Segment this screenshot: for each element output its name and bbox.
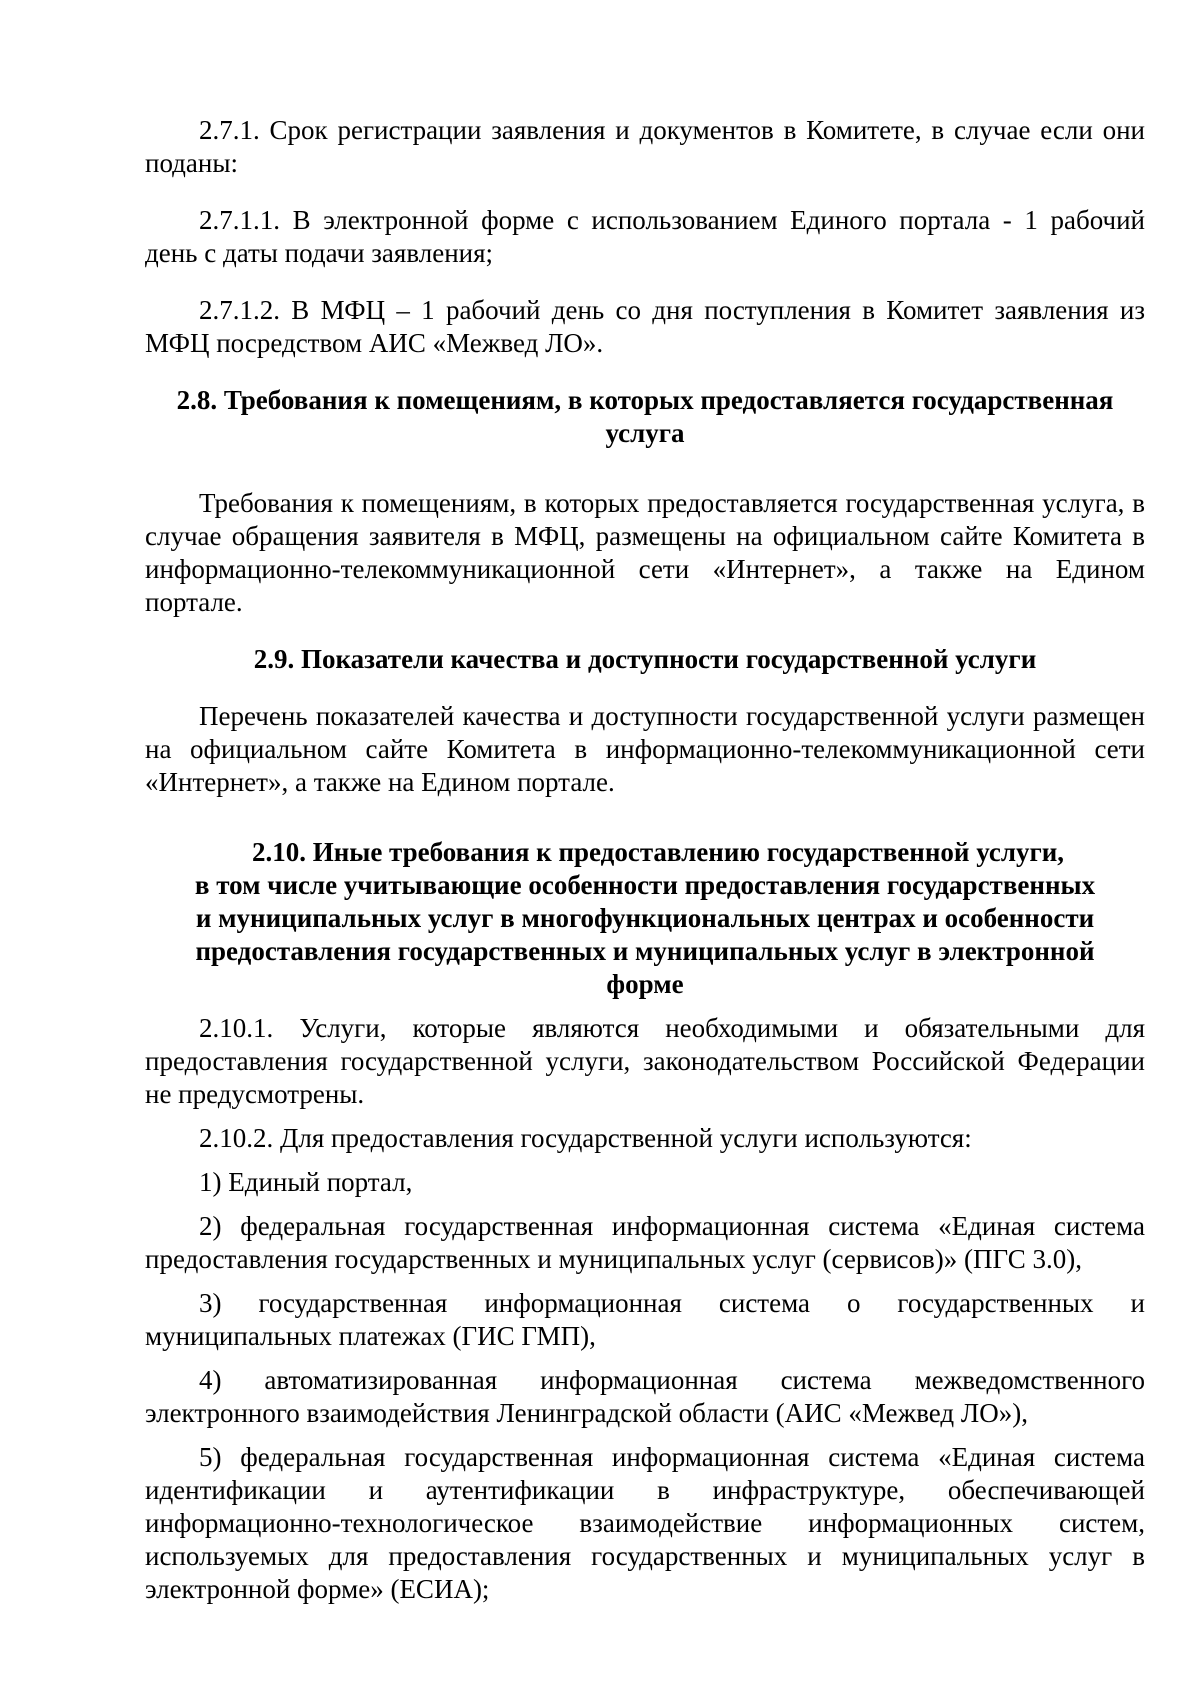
heading-line: в том числе учитывающие особенности предоставления государственных — [194, 870, 1096, 900]
list-item-3: 3) государственная информационная система о государственных и муниципальных платежах (ГИС ГМП), — [145, 1288, 1145, 1351]
heading-2-10 — [145, 836, 1145, 1001]
list-item-5: 5) федеральная государственная информационная система «Единая система идентификации и аутентификации в инфраструктуре, обеспечивающей информационно-технологическое взаимодействие информационных систем, используемых для предоставления государственных и муниципальных услуг в электронной форме» (ЕСИА); — [145, 1442, 1145, 1604]
paragraph-2-7-1: 2.7.1. Срок регистрации заявления и документов в Комитете, в случае если они поданы: — [145, 115, 1145, 178]
paragraph-2-7-1-2: 2.7.1.2. В МФЦ – 1 рабочий день со дня поступления в Комитет заявления из МФЦ посредством АИС «Межвед ЛО». — [145, 295, 1145, 358]
paragraph-2-9-text: Перечень показателей качества и доступности государственной услуги размещен на официальном сайте Комитета в информационно-телекоммуникационной сети «Интернет», а также на Едином портале. — [145, 701, 1145, 797]
paragraph-2-10-2: 2.10.2. Для предоставления государственной услуги используются: — [199, 1123, 972, 1153]
document-body — [145, 114, 1145, 1606]
heading-line: предоставления государственных и муниципальных услуг в электронной — [195, 936, 1095, 966]
list-item-1: 1) Единый портал, — [199, 1167, 413, 1197]
heading-2-9 — [145, 643, 1145, 676]
list-item-2: 2) федеральная государственная информационная система «Единая система предоставления государственных и муниципальных услуг (сервисов)» (ПГС 3.0), — [145, 1211, 1145, 1274]
paragraph-2-10-1: 2.10.1. Услуги, которые являются необходимыми и обязательными для предоставления государственной услуги, законодательством Российской Федерации не предусмотрены. — [145, 1013, 1145, 1109]
list-item-4: 4) автоматизированная информационная система межведомственного электронного взаимодействия Ленинградской области (АИС «Межвед ЛО»), — [145, 1365, 1145, 1428]
paragraph-2-7-1-1: 2.7.1.1. В электронной форме с использованием Единого портала - 1 рабочий день с даты подачи заявления; — [145, 205, 1145, 268]
heading-line: форме — [606, 969, 684, 999]
heading-line: 2.8. Требования к помещениям, в которых предоставляется государственная — [176, 385, 1114, 415]
paragraph-2-8-text: Требования к помещениям, в которых предоставляется государственная услуга, в случае обращения заявителя в МФЦ, размещены на официальном сайте Комитета в информационно-телекоммуникационной сети «Интернет», а также на Едином портале. — [145, 488, 1145, 617]
heading-2-8 — [145, 384, 1145, 450]
heading-line: 2.9. Показатели качества и доступности государственной услуги — [253, 644, 1037, 674]
heading-line: и муниципальных услуг в многофункциональных центрах и особенности — [195, 903, 1095, 933]
heading-line: услуга — [605, 418, 685, 448]
heading-line: 2.10. Иные требования к предоставлению государственной услуги, — [251, 837, 1065, 867]
